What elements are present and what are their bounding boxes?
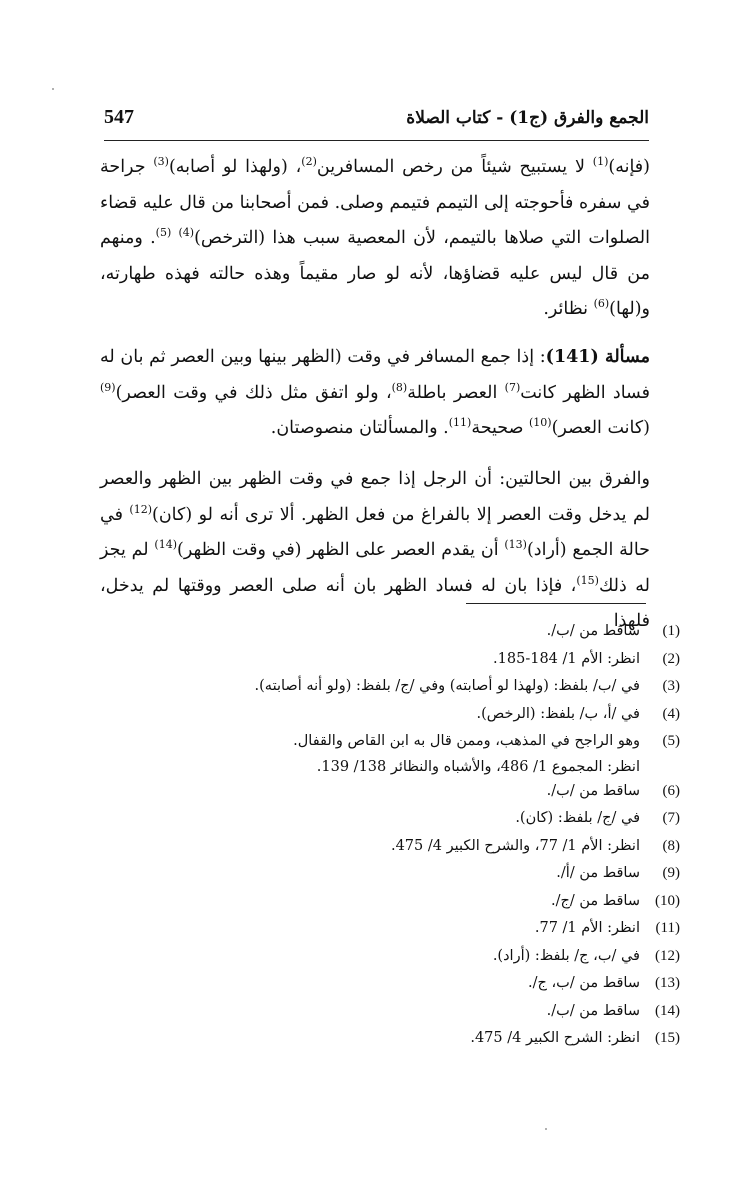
- text-run: . والمسألتان منصوصتان.: [270, 418, 449, 438]
- footnote-text: [100, 915, 640, 943]
- footnote-main: ساقط من /أ/.: [556, 865, 640, 881]
- footnote-main: انظر: الأم 1/ 77.: [534, 920, 640, 936]
- footnote-item: [100, 701, 680, 729]
- footnote-ref: (9): [100, 380, 116, 394]
- speck: [52, 88, 54, 90]
- text-run: (فإنه): [608, 157, 650, 177]
- footnote-ref: (12): [129, 502, 152, 516]
- footnote-main: انظر: الأم 1/ 184-185.: [493, 650, 640, 667]
- footnote-main: في /ب/ بلفظ: (ولهذا لو أصابته) وفي /ج/ بلفظ: (ولو أنه أصابته).: [254, 678, 640, 694]
- footnote-number: (6): [662, 782, 680, 799]
- footnote-number: (13): [655, 975, 680, 991]
- footnote-item: [100, 998, 680, 1026]
- running-title: الجمع والفرق (ج1) - كتاب الصلاة: [406, 108, 649, 128]
- footnote-ref: (5): [155, 226, 172, 240]
- footnote-main: ساقط من /ب/.: [546, 623, 640, 639]
- footnote-text: [100, 673, 640, 701]
- footnote-ref: (2): [301, 155, 317, 169]
- footnote-item: [100, 778, 680, 806]
- text-run: : إذا جمع المسافر في وقت (الظهر بينها وبين العصر ثم بان له فساد الظهر كانت: [100, 347, 651, 403]
- footnote-item: [100, 915, 680, 943]
- footnote-number: (2): [662, 650, 680, 667]
- footnote-item: [100, 860, 680, 888]
- footnote-separator: [466, 603, 646, 604]
- footnote-item: [100, 728, 680, 778]
- page-number: 547: [104, 106, 134, 128]
- footnote-text: [100, 888, 640, 916]
- footnote-main: انظر: الشرح الكبير 4/ 475.: [470, 1030, 640, 1046]
- footnote-item: [100, 833, 680, 861]
- text-run: لا يستبيح شيئاً من رخص المسافرين: [316, 157, 593, 177]
- footnote-number: (14): [655, 1002, 680, 1019]
- footnote-text: [100, 833, 640, 861]
- text-run: جراحة في سفره فأحوجته إلى التيمم فتيمم وصلى. فمن أصحابنا من قال عليه قضاء الصلوات التي صلاها بالتيمم، لأن المعصية سبب هذا (الترخص): [100, 157, 650, 248]
- text-run: والفرق بين الحالتين: أن الرجل إذا جمع في وقت الظهر بين الظهر والعصر لم يدخل وقت العصر إلا بالفراغ من فعل الظهر. ألا ترى أنه لو (كان): [100, 469, 650, 525]
- text-run: في حالة الجمع (أراد): [100, 504, 650, 560]
- text-run: (كانت العصر): [551, 418, 650, 438]
- footnote-main: ساقط من /ب/.: [546, 782, 640, 799]
- footnote-text: [100, 943, 640, 971]
- footnote-main: ساقط من /ب/.: [546, 1002, 640, 1019]
- footnote-item: [100, 888, 680, 916]
- footnote-number: (8): [662, 837, 680, 854]
- text-run: ، فإذا بان له فساد الظهر بان أنه صلى العصر ووقتها لم يدخل، فلهذا: [100, 575, 650, 631]
- footnote-item: [100, 1025, 680, 1053]
- footnote-ref: (3): [153, 155, 169, 169]
- footnote-item: [100, 943, 680, 971]
- footnote-text: [100, 805, 640, 833]
- footnote-main: في /أ، ب/ بلفظ: (الرخص).: [476, 705, 640, 722]
- footnote-text: [100, 970, 640, 998]
- text-run: صحيحة: [471, 418, 529, 438]
- footnote-item: [100, 970, 680, 998]
- footnote-number: (4): [662, 705, 680, 722]
- footnote-main: وهو الراجح في المذهب، وممن قال به ابن القاص والقفال.: [293, 733, 640, 749]
- footnote-item: [100, 805, 680, 833]
- footnote-item: [100, 646, 680, 674]
- footnote-ref: (13): [504, 538, 527, 552]
- footnote-main: ساقط من /ج/.: [550, 892, 640, 909]
- text-run: نظائر.: [543, 299, 594, 319]
- footnote-number: (11): [655, 920, 680, 936]
- footnote-text: [100, 728, 640, 778]
- paragraph-masala-141: [100, 340, 650, 447]
- text-run: أن يقدم العصر على الظهر (في وقت الظهر): [177, 540, 505, 560]
- footnote-ref: (11): [448, 416, 472, 430]
- paragraph-1: [100, 150, 650, 328]
- footnote-continuation: انظر: المجموع 1/ 486، والأشباه والنظائر 138/ 139.: [316, 758, 640, 775]
- footnote-ref: (4): [178, 226, 195, 240]
- footnote-number: (3): [662, 678, 680, 694]
- text-run: ، ولو اتفق مثل ذلك في وقت العصر): [115, 382, 392, 403]
- footnote-item: [100, 618, 680, 646]
- footnote-number: (10): [655, 892, 680, 909]
- speck: [545, 1128, 547, 1130]
- footnote-text: [100, 778, 640, 806]
- footnote-ref: (15): [576, 573, 599, 587]
- footnote-number: (12): [655, 947, 680, 964]
- paragraph-3: [100, 462, 650, 640]
- footnote-number: (15): [655, 1030, 680, 1046]
- footnote-text: [100, 1025, 640, 1053]
- footnote-item: [100, 673, 680, 701]
- footnote-main: في /ب، ج/ بلفظ: (أراد).: [492, 947, 640, 964]
- text-run: العصر باطلة: [407, 382, 505, 403]
- text-run: . ومنهم من قال ليس عليه قضاؤها، لأنه لو صار مقيماً وهذه حالته فهذه طهارته، و(لها): [100, 228, 650, 319]
- footnote-number: (9): [662, 865, 680, 881]
- footnote-text: [100, 646, 640, 674]
- footnote-number: (5): [662, 733, 680, 749]
- footnote-ref: (7): [504, 380, 521, 394]
- footnote-text: [100, 998, 640, 1026]
- text-run: ، (ولهذا لو أصابه): [168, 157, 302, 177]
- footnote-ref: (14): [154, 538, 178, 552]
- page-header: [104, 104, 649, 141]
- masala-label: مسألة (141): [545, 347, 650, 367]
- footnote-text: [100, 618, 640, 646]
- footnote-ref: (1): [592, 155, 609, 169]
- footnote-number: (7): [662, 810, 680, 826]
- footnotes-list: [100, 618, 680, 1053]
- footnote-main: انظر: الأم 1/ 77، والشرح الكبير 4/ 475.: [390, 837, 640, 854]
- footnote-ref: (6): [593, 297, 610, 311]
- text-run: [171, 228, 178, 248]
- footnote-ref: (10): [529, 416, 552, 430]
- footnote-text: [100, 701, 640, 729]
- text-run: لم يجز له ذلك: [100, 540, 650, 596]
- footnote-main: ساقط من /ب، ج/.: [528, 975, 640, 991]
- footnote-text: [100, 860, 640, 888]
- footnote-main: في /ج/ بلفظ: (كان).: [515, 810, 640, 826]
- footnote-ref: (8): [391, 380, 408, 394]
- footnote-number: (1): [662, 623, 680, 639]
